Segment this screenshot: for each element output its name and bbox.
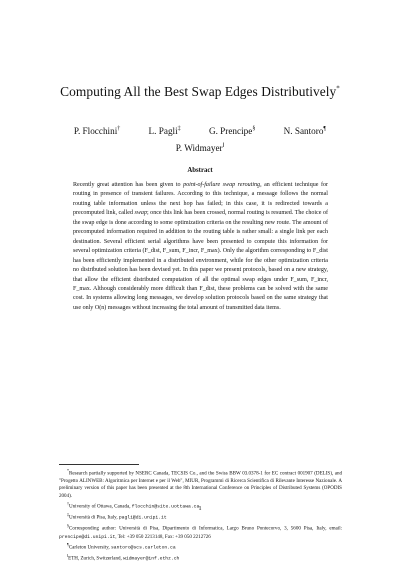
paper-title bbox=[0, 84, 400, 100]
footnote: *Research partially supported by NSERC Canada, TECSIS Co., and the Swiss BBW 03.0378-1 for EC contract 001907 (DELIS), and "Progetto ALINWEB: Algoritmica per Internet e per il Web", MIUR, Programmi di Ricerca Scientifica di Rilevante Interesse Nazionale. A preliminary version of this paper has been presented at the 8th International Conference on Principles of Distributed Systems (OPODIS 2004). bbox=[59, 468, 342, 499]
abstract-text: Recently great attention has been given to point-of-failure swap rerouting, an efficient technique for routing in presence of transient failures. According to this technique, a message follows the normal routing table information unless the next hop has failed; in this case, it is redirected towards a precomputed link, called swap; once this link has been crossed, normal routing is resumed. The choice of the swap edge is done according to some optimization criteria on the resulting new route. The amount of precomputed information required in addition to the routing table is rather small: a single link per each destination. Several efficient serial algorithms have been presented to compute this information for several optimization criteria (F_dist, F_sum, F_incr, F_max). Only the algorithm corresponding to F_dist has been efficiently implemented in a distributed environment, while for the other optimization criteria no distributed solution has been devised yet. In this paper we present protocols, based on a new strategy, that allow the efficient distributed computation of all the optimal swap edges under F_sum, F_incr, F_max. Although considerably more difficult than F_dist, these problems can be solved with the same cost. In systems allowing long messages, we develop solution protocols based on the same strategy that use only O(n) messages without increasing the total amount of transmitted data items. bbox=[73, 182, 329, 311]
title-footnote-mark: * bbox=[336, 84, 340, 93]
email-link[interactable]: prencipe@di.unipi.it bbox=[59, 534, 116, 540]
author-list bbox=[0, 126, 400, 136]
footnote: ‖ETH, Zurich, Switzerland, widmayer@inf.ethz.ch bbox=[67, 553, 180, 562]
abstract-heading: Abstract bbox=[187, 167, 213, 174]
author: P. Flocchini† bbox=[73, 126, 121, 137]
email-link[interactable]: flocchin@site.uottawa.ca bbox=[131, 504, 200, 510]
author: N. Santoro¶ bbox=[283, 126, 327, 137]
author: P. Widmayer‖ bbox=[175, 143, 225, 154]
email-link[interactable]: pagli@di.unipi.it bbox=[118, 516, 167, 522]
footnote: †University of Ottawa, Canada, flocchin@site.uottawa.ca bbox=[67, 501, 200, 510]
footnote: ‡Università di Pisa, Italy, pagli@di.unipi.it bbox=[67, 512, 167, 522]
email-link[interactable]: widmayer@inf.ethz.ch bbox=[123, 556, 180, 562]
footnotes bbox=[59, 467, 342, 563]
footnote-rule bbox=[59, 464, 139, 465]
title-text: Computing All the Best Swap Edges Distributively bbox=[60, 84, 337, 99]
email-link[interactable]: santoro@scs.carleton.ca bbox=[110, 545, 176, 551]
footnote: ¶Carleton University, santoro@scs.carleton.ca bbox=[67, 541, 176, 551]
author: L. Pagli‡ bbox=[148, 126, 181, 137]
author-list-second-row bbox=[0, 143, 400, 153]
author: G. Prencipe§ bbox=[208, 126, 256, 137]
footnote: §Corresponding author: Università di Pisa, Dipartimento di Informatica, Largo Bruno Pontecorvo, 3, 5600 Pisa, Italy, email: prencipe@di.unipi.it, Tel: +39 050 2213148, Fax: +39 050 2212726 bbox=[59, 523, 342, 540]
page-number: 1 bbox=[198, 505, 202, 512]
